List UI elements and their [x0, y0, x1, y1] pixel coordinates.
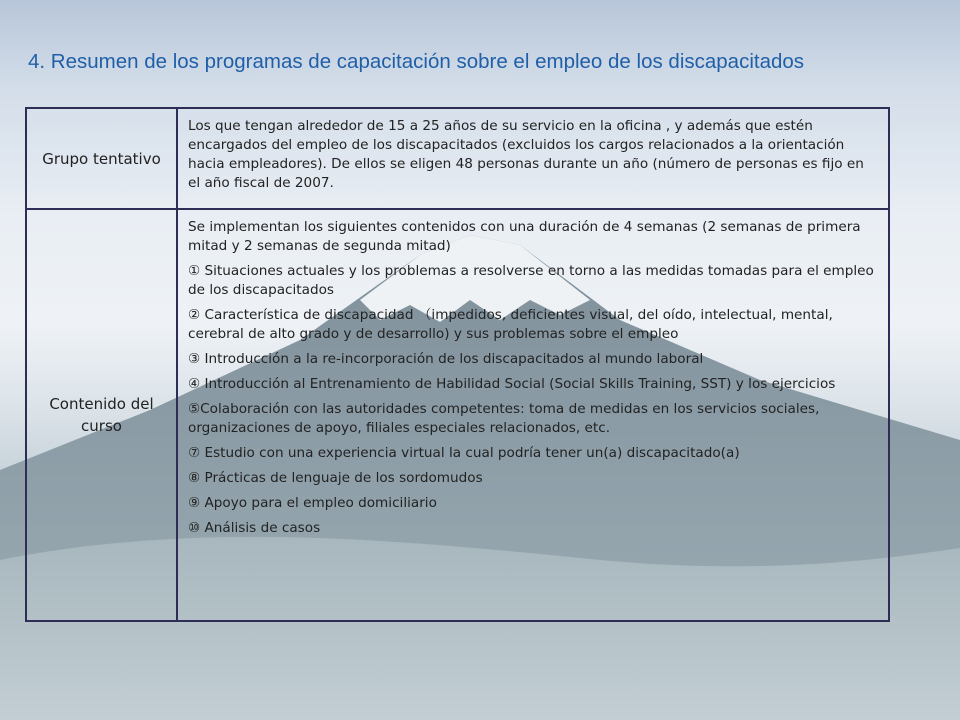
- paragraph: Se implementan los siguientes contenidos con una duración de 4 semanas (2 semanas de primera mitad y 2 semanas de segunda mitad): [188, 219, 861, 254]
- list-item: ⑩ Análisis de casos: [188, 520, 321, 536]
- page-title: 4. Resumen de los programas de capacitación sobre el empleo de los discapacitados: [28, 50, 805, 73]
- list-item: ③ Introducción a la re-incorporación de los discapacitados al mundo laboral: [188, 351, 704, 367]
- table-row: [27, 109, 888, 208]
- list-item: ① Situaciones actuales y los problemas a resolverse en torno a las medidas tomadas para el empleo de los discapacitados: [188, 263, 874, 298]
- list-item: ⑤Colaboración con las autoridades competentes: toma de medidas en los servicios sociales, organizaciones de apoyo, filiales especiales relacionados, etc.: [188, 401, 820, 436]
- list-item: ⑧ Prácticas de lenguaje de los sordomudos: [188, 470, 483, 486]
- list-item: ② Característica de discapacidad （impedidos, deficientes visual, del oído, intelectual, mental, cerebral de alto grado y de desarrollo) y sus problemas sobre el empleo: [188, 307, 833, 342]
- table-row: [27, 208, 888, 620]
- row-content: [178, 210, 888, 620]
- row-header: Grupo tentativo: [27, 109, 178, 208]
- paragraph: Los que tengan alrededor de 15 a 25 años de su servicio en la oficina , y además que estén encargados del empleo de los discapacitados (excluidos los cargos relacionados a la orientación hacia empleadores). De ellos se eligen 48 personas durante un año (número de personas es fijo en el año fiscal de 2007.: [188, 118, 864, 191]
- list-item: ④ Introducción al Entrenamiento de Habilidad Social (Social Skills Training, SST) y los ejercicios: [188, 376, 836, 392]
- summary-table: [25, 107, 890, 622]
- row-header: Contenido del curso: [27, 210, 178, 620]
- list-item: ⑦ Estudio con una experiencia virtual la cual podría tener un(a) discapacitado(a): [188, 445, 740, 461]
- row-content: [178, 109, 888, 208]
- list-item: ⑨ Apoyo para el empleo domiciliario: [188, 495, 437, 511]
